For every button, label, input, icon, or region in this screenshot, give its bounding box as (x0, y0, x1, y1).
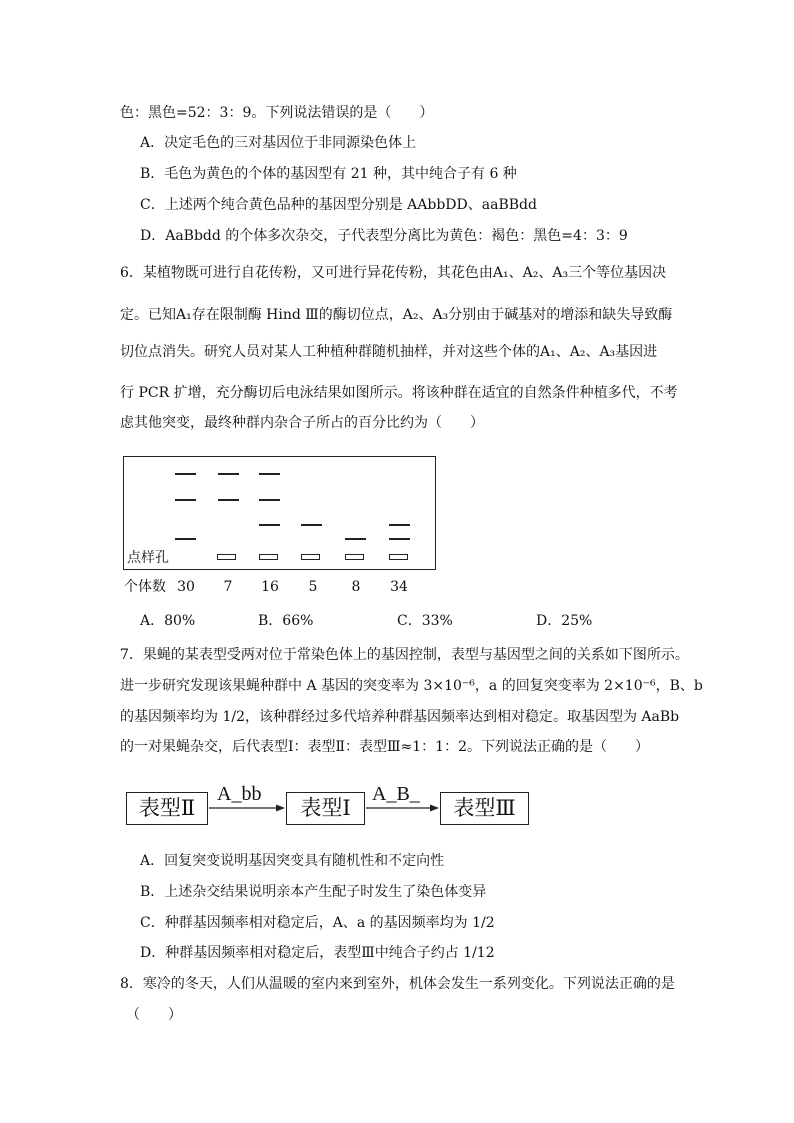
q6-option-a: A．80% (140, 613, 196, 629)
q8-stem-line-2: （ ） (126, 1007, 182, 1023)
q5-option-b: B．毛色为黄色的个体的基因型有 21 种，其中纯合子有 6 种 (140, 166, 517, 182)
q7-stem-line-3: 的基因频率均为 1/2，该种群经过多代培养种群基因频率达到相对稳定。取基因型为 AaBb (120, 709, 680, 725)
gel-count: 30 (177, 579, 195, 595)
gel-count: 7 (223, 579, 233, 595)
q7-stem-line-4: 的一对果蝇杂交，后代表型Ⅰ：表型Ⅱ：表型Ⅲ≈1：1：2。下列说法正确的是（ ） (120, 739, 649, 755)
gel-count-label: 个体数 (124, 579, 166, 595)
q7-stem-line-2: 进一步研究发现该果蝇种群中 A 基因的突变率为 3×10⁻⁶，a 的回复突变率为 2×10⁻⁶，B、b (120, 678, 703, 694)
q6-stem-line-4: 行 PCR 扩增，充分酶切后电泳结果如图所示。将该种群在适宜的自然条件种植多代，不考 (120, 385, 678, 401)
q5-option-c: C．上述两个纯合黄色品种的基因型分别是 AAbbDD、aaBBdd (140, 197, 537, 213)
q7-option-c: C．种群基因频率相对稳定后，A、a 的基因频率均为 1/2 (140, 915, 495, 931)
q6-stem-line-3: 切位点消失。研究人员对某人工种植种群随机抽样，并对这些个体的A₁、A₂、A₃基因进 (120, 344, 658, 360)
q6-stem-line-2: 定。已知A₁存在限制酶 Hind Ⅲ的酶切位点，A₂、A₃分别由于碱基对的增添和缺失导致酶 (120, 307, 673, 323)
arrow-label-a-b: A_B_ (372, 783, 420, 805)
q6-stem-line-1: 6．某植物既可进行自花传粉，又可进行异花传粉，其花色由A₁、A₂、A₃三个等位基因决 (120, 265, 667, 281)
q6-stem-line-5: 虑其他突变，最终种群内杂合子所占的百分比约为（ ） (120, 415, 484, 431)
q8-stem-line-1: 8．寒冷的冬天，人们从温暖的室内来到室外，机体会发生一系列变化。下列说法正确的是 (120, 976, 675, 992)
q7-option-a: A．回复突变说明基因突变具有随机性和不定向性 (140, 853, 445, 869)
phenotype-2-box: 表型Ⅱ (126, 792, 208, 825)
q6-option-b: B．66% (258, 613, 314, 629)
q7-option-b: B．上述杂交结果说明亲本产生配子时发生了染色体变异 (140, 884, 487, 900)
q5-option-d: D．AaBbdd 的个体多次杂交，子代表型分离比为黄色：褐色：黑色=4：3：9 (140, 228, 628, 244)
phenotype-1-box: 表型Ⅰ (286, 792, 365, 825)
gel-count: 8 (351, 579, 361, 595)
phenotype-3-box: 表型Ⅲ (440, 792, 529, 825)
q5-stem-tail: 色：黑色=52：3：9。下列说法错误的是（ ） (120, 105, 434, 121)
arrow-label-a-bb: A_bb (217, 783, 262, 805)
gel-count: 5 (308, 579, 318, 595)
q5-option-a: A．决定毛色的三对基因位于非同源染色体上 (140, 135, 417, 151)
q6-option-c: C．33% (397, 613, 453, 629)
q6-option-d: D．25% (536, 613, 593, 629)
gel-count: 34 (390, 579, 408, 595)
gel-count: 16 (261, 579, 279, 595)
q7-option-d: D．种群基因频率相对稳定后，表型Ⅲ中纯合子约占 1/12 (140, 945, 495, 961)
q7-stem-line-1: 7．果蝇的某表型受两对位于常染色体上的基因控制，表型与基因型之间的关系如下图所示。 (120, 647, 689, 663)
gel-well-label: 点样孔 (127, 550, 169, 566)
